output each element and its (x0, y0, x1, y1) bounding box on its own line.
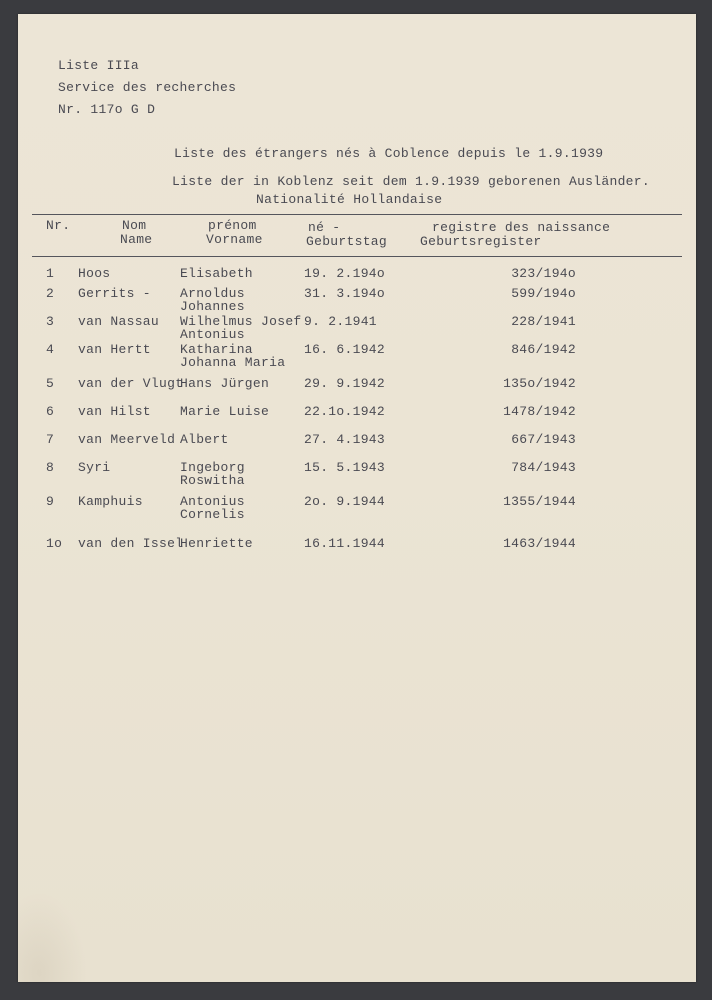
row-first-name-cont: Cornelis (180, 507, 245, 522)
column-header-name: Name (120, 232, 153, 247)
row-number: 8 (46, 460, 55, 475)
row-surname: Gerrits - (78, 286, 151, 301)
row-surname: van Hilst (78, 404, 151, 419)
row-number: 3 (46, 314, 55, 329)
row-birth-date: 16.11.1944 (304, 536, 386, 551)
row-register-entry: 846/1942 (511, 342, 576, 357)
column-header-registre: registre des naissance (432, 220, 611, 235)
row-number: 1o (46, 536, 63, 551)
row-number: 4 (46, 342, 55, 357)
nationality-title: Nationalité Hollandaise (256, 192, 443, 207)
row-number: 6 (46, 404, 55, 419)
row-register-entry: 323/194o (511, 266, 576, 281)
row-register-entry: 228/1941 (511, 314, 576, 329)
column-header-vorname: Vorname (206, 232, 263, 247)
column-header-geburtsregister: Geburtsregister (420, 234, 542, 249)
row-first-name-cont: Roswitha (180, 473, 245, 488)
row-first-name-cont: Johanna Maria (180, 355, 286, 370)
reference-number: Nr. 117o G D (58, 102, 156, 117)
row-first-name-cont: Johannes (180, 299, 245, 314)
row-birth-date: 16. 6.1942 (304, 342, 386, 357)
row-first-name: Arnoldus (180, 286, 245, 301)
row-surname: van der Vlugt (78, 376, 184, 391)
row-surname: van Meerveld (78, 432, 176, 447)
row-register-entry: 1463/1944 (503, 536, 576, 551)
row-first-name: Henriette (180, 536, 253, 551)
row-first-name: Hans Jürgen (180, 376, 270, 391)
column-header-prenom: prénom (208, 218, 257, 233)
row-register-entry: 599/194o (511, 286, 576, 301)
service-label: Service des recherches (58, 80, 237, 95)
title-german: Liste der in Koblenz seit dem 1.9.1939 geborenen Ausländer. (172, 174, 650, 189)
row-surname: van Hertt (78, 342, 151, 357)
row-number: 7 (46, 432, 55, 447)
row-birth-date: 22.1o.1942 (304, 404, 386, 419)
row-surname: van den Issel (78, 536, 184, 551)
row-number: 1 (46, 266, 55, 281)
row-first-name: Katharina (180, 342, 253, 357)
row-number: 5 (46, 376, 55, 391)
column-header-nr: Nr. (46, 218, 71, 233)
document-page (18, 14, 696, 982)
row-surname: Kamphuis (78, 494, 143, 509)
row-birth-date: 31. 3.194o (304, 286, 386, 301)
column-header-nom: Nom (122, 218, 147, 233)
row-first-name: Antonius (180, 494, 245, 509)
row-first-name-cont: Antonius (180, 327, 245, 342)
column-header-geburtstag: Geburtstag (306, 234, 388, 249)
row-birth-date: 15. 5.1943 (304, 460, 386, 475)
column-header-ne: né - (308, 220, 341, 235)
row-birth-date: 27. 4.1943 (304, 432, 386, 447)
row-surname: Hoos (78, 266, 111, 281)
row-birth-date: 19. 2.194o (304, 266, 386, 281)
row-register-entry: 135o/1942 (503, 376, 576, 391)
title-french: Liste des étrangers nés à Coblence depuis le 1.9.1939 (174, 146, 604, 161)
row-first-name: Ingeborg (180, 460, 245, 475)
row-number: 2 (46, 286, 55, 301)
row-register-entry: 1478/1942 (503, 404, 576, 419)
paper-stain (18, 892, 88, 982)
row-first-name: Marie Luise (180, 404, 270, 419)
row-birth-date: 29. 9.1942 (304, 376, 386, 391)
row-register-entry: 784/1943 (511, 460, 576, 475)
row-surname: Syri (78, 460, 111, 475)
row-first-name: Wilhelmus Josef (180, 314, 302, 329)
row-register-entry: 667/1943 (511, 432, 576, 447)
row-surname: van Nassau (78, 314, 160, 329)
row-birth-date: 2o. 9.1944 (304, 494, 386, 509)
list-label: Liste IIIa (58, 58, 140, 73)
table-top-rule (32, 214, 682, 215)
row-number: 9 (46, 494, 55, 509)
row-first-name: Albert (180, 432, 229, 447)
row-register-entry: 1355/1944 (503, 494, 576, 509)
row-first-name: Elisabeth (180, 266, 253, 281)
row-birth-date: 9. 2.1941 (304, 314, 377, 329)
table-header-rule (32, 256, 682, 257)
